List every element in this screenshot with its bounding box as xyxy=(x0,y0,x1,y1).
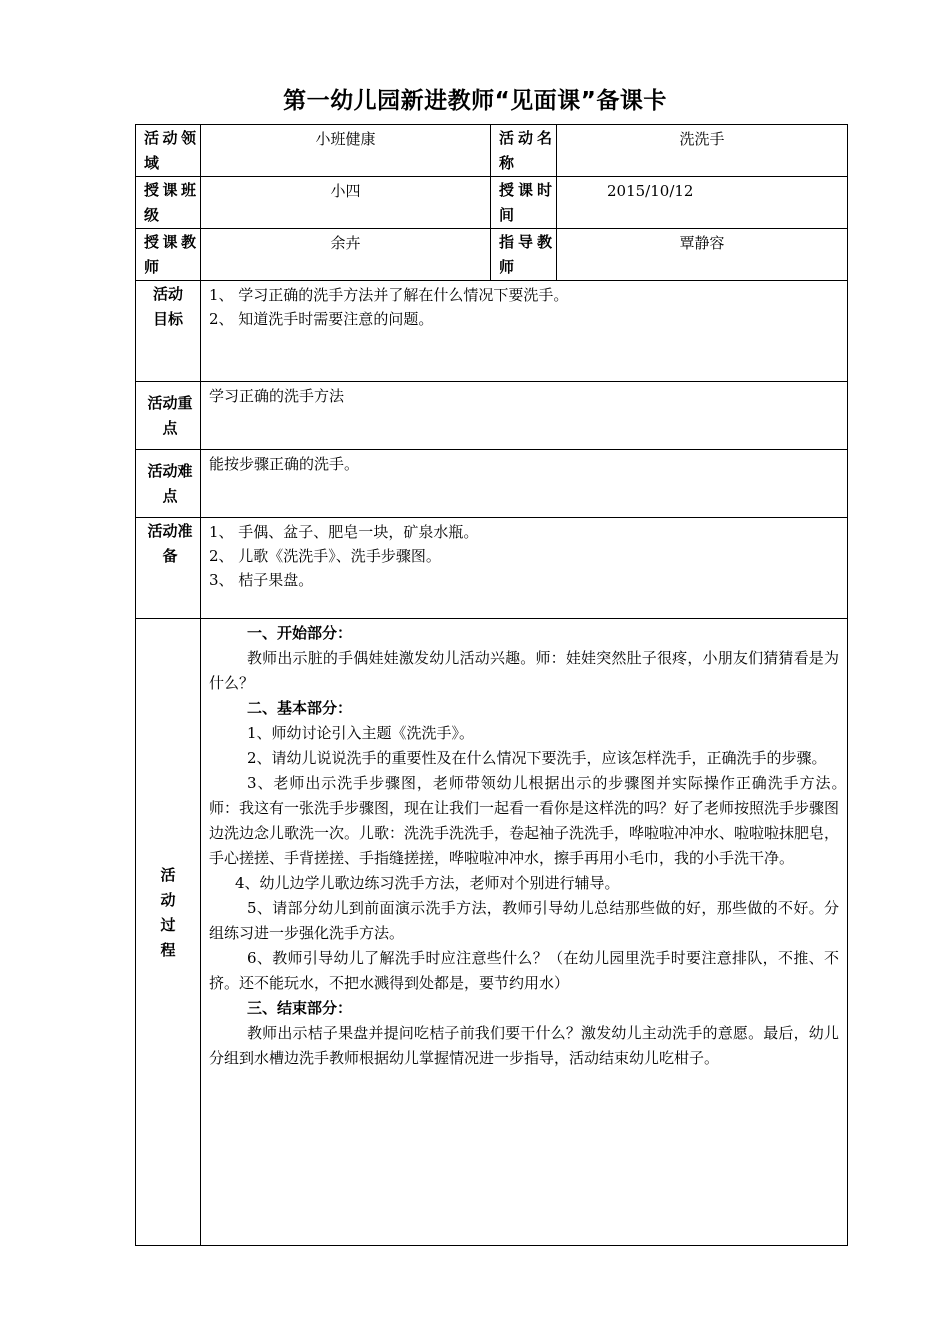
goals-list xyxy=(201,281,848,382)
row-focus xyxy=(136,382,848,450)
page-title: 第一幼儿园新进教师“见面课”备课卡 xyxy=(283,88,667,114)
label-class: 授课班级 xyxy=(136,177,201,229)
label-process: 活动过程 xyxy=(136,619,201,1246)
row-class-time xyxy=(136,177,848,229)
value-time: 2015/10/12 xyxy=(557,177,848,229)
prep-list xyxy=(201,518,848,619)
focus-text: 学习正确的洗手方法 xyxy=(201,382,848,450)
lesson-card-table xyxy=(135,124,855,1246)
row-teacher-guide xyxy=(136,229,848,281)
row-domain-name xyxy=(136,125,848,177)
difficulty-text: 能按步骤正确的洗手。 xyxy=(201,450,848,518)
value-teacher: 余卉 xyxy=(201,229,491,281)
process-step: 2、请幼儿说说洗手的重要性及在什么情况下要洗手，应该怎样洗手，正确洗手的步骤。 xyxy=(247,749,827,767)
process-step: 1、师幼讨论引入主题《洗洗手》。 xyxy=(247,724,475,742)
label-goals: 活动目标 xyxy=(136,281,201,382)
process-content xyxy=(201,619,855,1246)
process-step: 4、幼儿边学儿歌边练习洗手方法，老师对个别进行辅导。 xyxy=(235,874,620,892)
prep-item: 3、 桔子果盘。 xyxy=(209,571,314,589)
label-guide: 指导教师 xyxy=(491,229,557,281)
process-heading-start: 一、开始部分： xyxy=(247,624,353,642)
process-heading-basic: 二、基本部分： xyxy=(247,699,353,717)
prep-item: 1、 手偶、盆子、肥皂一块，矿泉水瓶。 xyxy=(209,523,479,541)
value-class: 小四 xyxy=(201,177,491,229)
process-step: 5、请部分幼儿到前面演示洗手方法，教师引导幼儿总结那些做的好，那些做的不好。分组练习进一步强化洗手方法。 xyxy=(209,899,839,942)
value-guide: 覃静容 xyxy=(557,229,848,281)
label-teacher: 授课教师 xyxy=(136,229,201,281)
process-paragraph: 教师出示脏的手偶娃娃激发幼儿活动兴趣。师：娃娃突然肚子很疼，小朋友们猜猜看是为什么？ xyxy=(209,649,839,692)
process-heading-end: 三、结束部分： xyxy=(247,999,353,1017)
row-goals xyxy=(136,281,848,382)
process-step: 6、教师引导幼儿了解洗手时应注意些什么？（在幼儿园里洗手时要注意排队，不推、不挤。还不能玩水，不把水溅得到处都是，要节约用水） xyxy=(209,949,839,992)
label-domain: 活动领域 xyxy=(136,125,201,177)
value-activity-name: 洗洗手 xyxy=(557,125,848,177)
process-paragraph: 教师出示桔子果盘并提问吃桔子前我们要干什么？激发幼儿主动洗手的意愿。最后，幼儿分组到水槽边洗手教师根据幼儿掌握情况进一步指导，活动结束幼儿吃柑子。 xyxy=(209,1024,839,1067)
label-activity-name: 活动名称 xyxy=(491,125,557,177)
label-time: 授课时间 xyxy=(491,177,557,229)
value-domain: 小班健康 xyxy=(201,125,491,177)
label-prep: 活动准备 xyxy=(136,518,201,619)
goal-item: 2、 知道洗手时需要注意的问题。 xyxy=(209,310,434,328)
process-step: 3、老师出示洗手步骤图，老师带领幼儿根据出示的步骤图并实际操作正确洗手方法。 师：我这有一张洗手步骤图，现在让我们一起看一看你是这样洗的吗？好了老师按照洗手步骤图边洗边念儿歌洗一次。儿歌：洗洗手洗洗手，卷起袖子洗洗手，哗啦啦冲冲水、啦啦啦抹肥皂，手心搓搓、手背搓搓、手指缝搓搓，哗啦啦冲冲水，擦手再用小毛巾，我的小手洗干净。 xyxy=(209,774,855,867)
prep-item: 2、 儿歌《洗洗手》、洗手步骤图。 xyxy=(209,547,441,565)
row-prep xyxy=(136,518,848,619)
goal-item: 1、 学习正确的洗手方法并了解在什么情况下要洗手。 xyxy=(209,286,569,304)
label-difficulty: 活动难点 xyxy=(136,450,201,518)
row-difficulty xyxy=(136,450,848,518)
label-focus: 活动重点 xyxy=(136,382,201,450)
row-process xyxy=(136,619,848,1246)
